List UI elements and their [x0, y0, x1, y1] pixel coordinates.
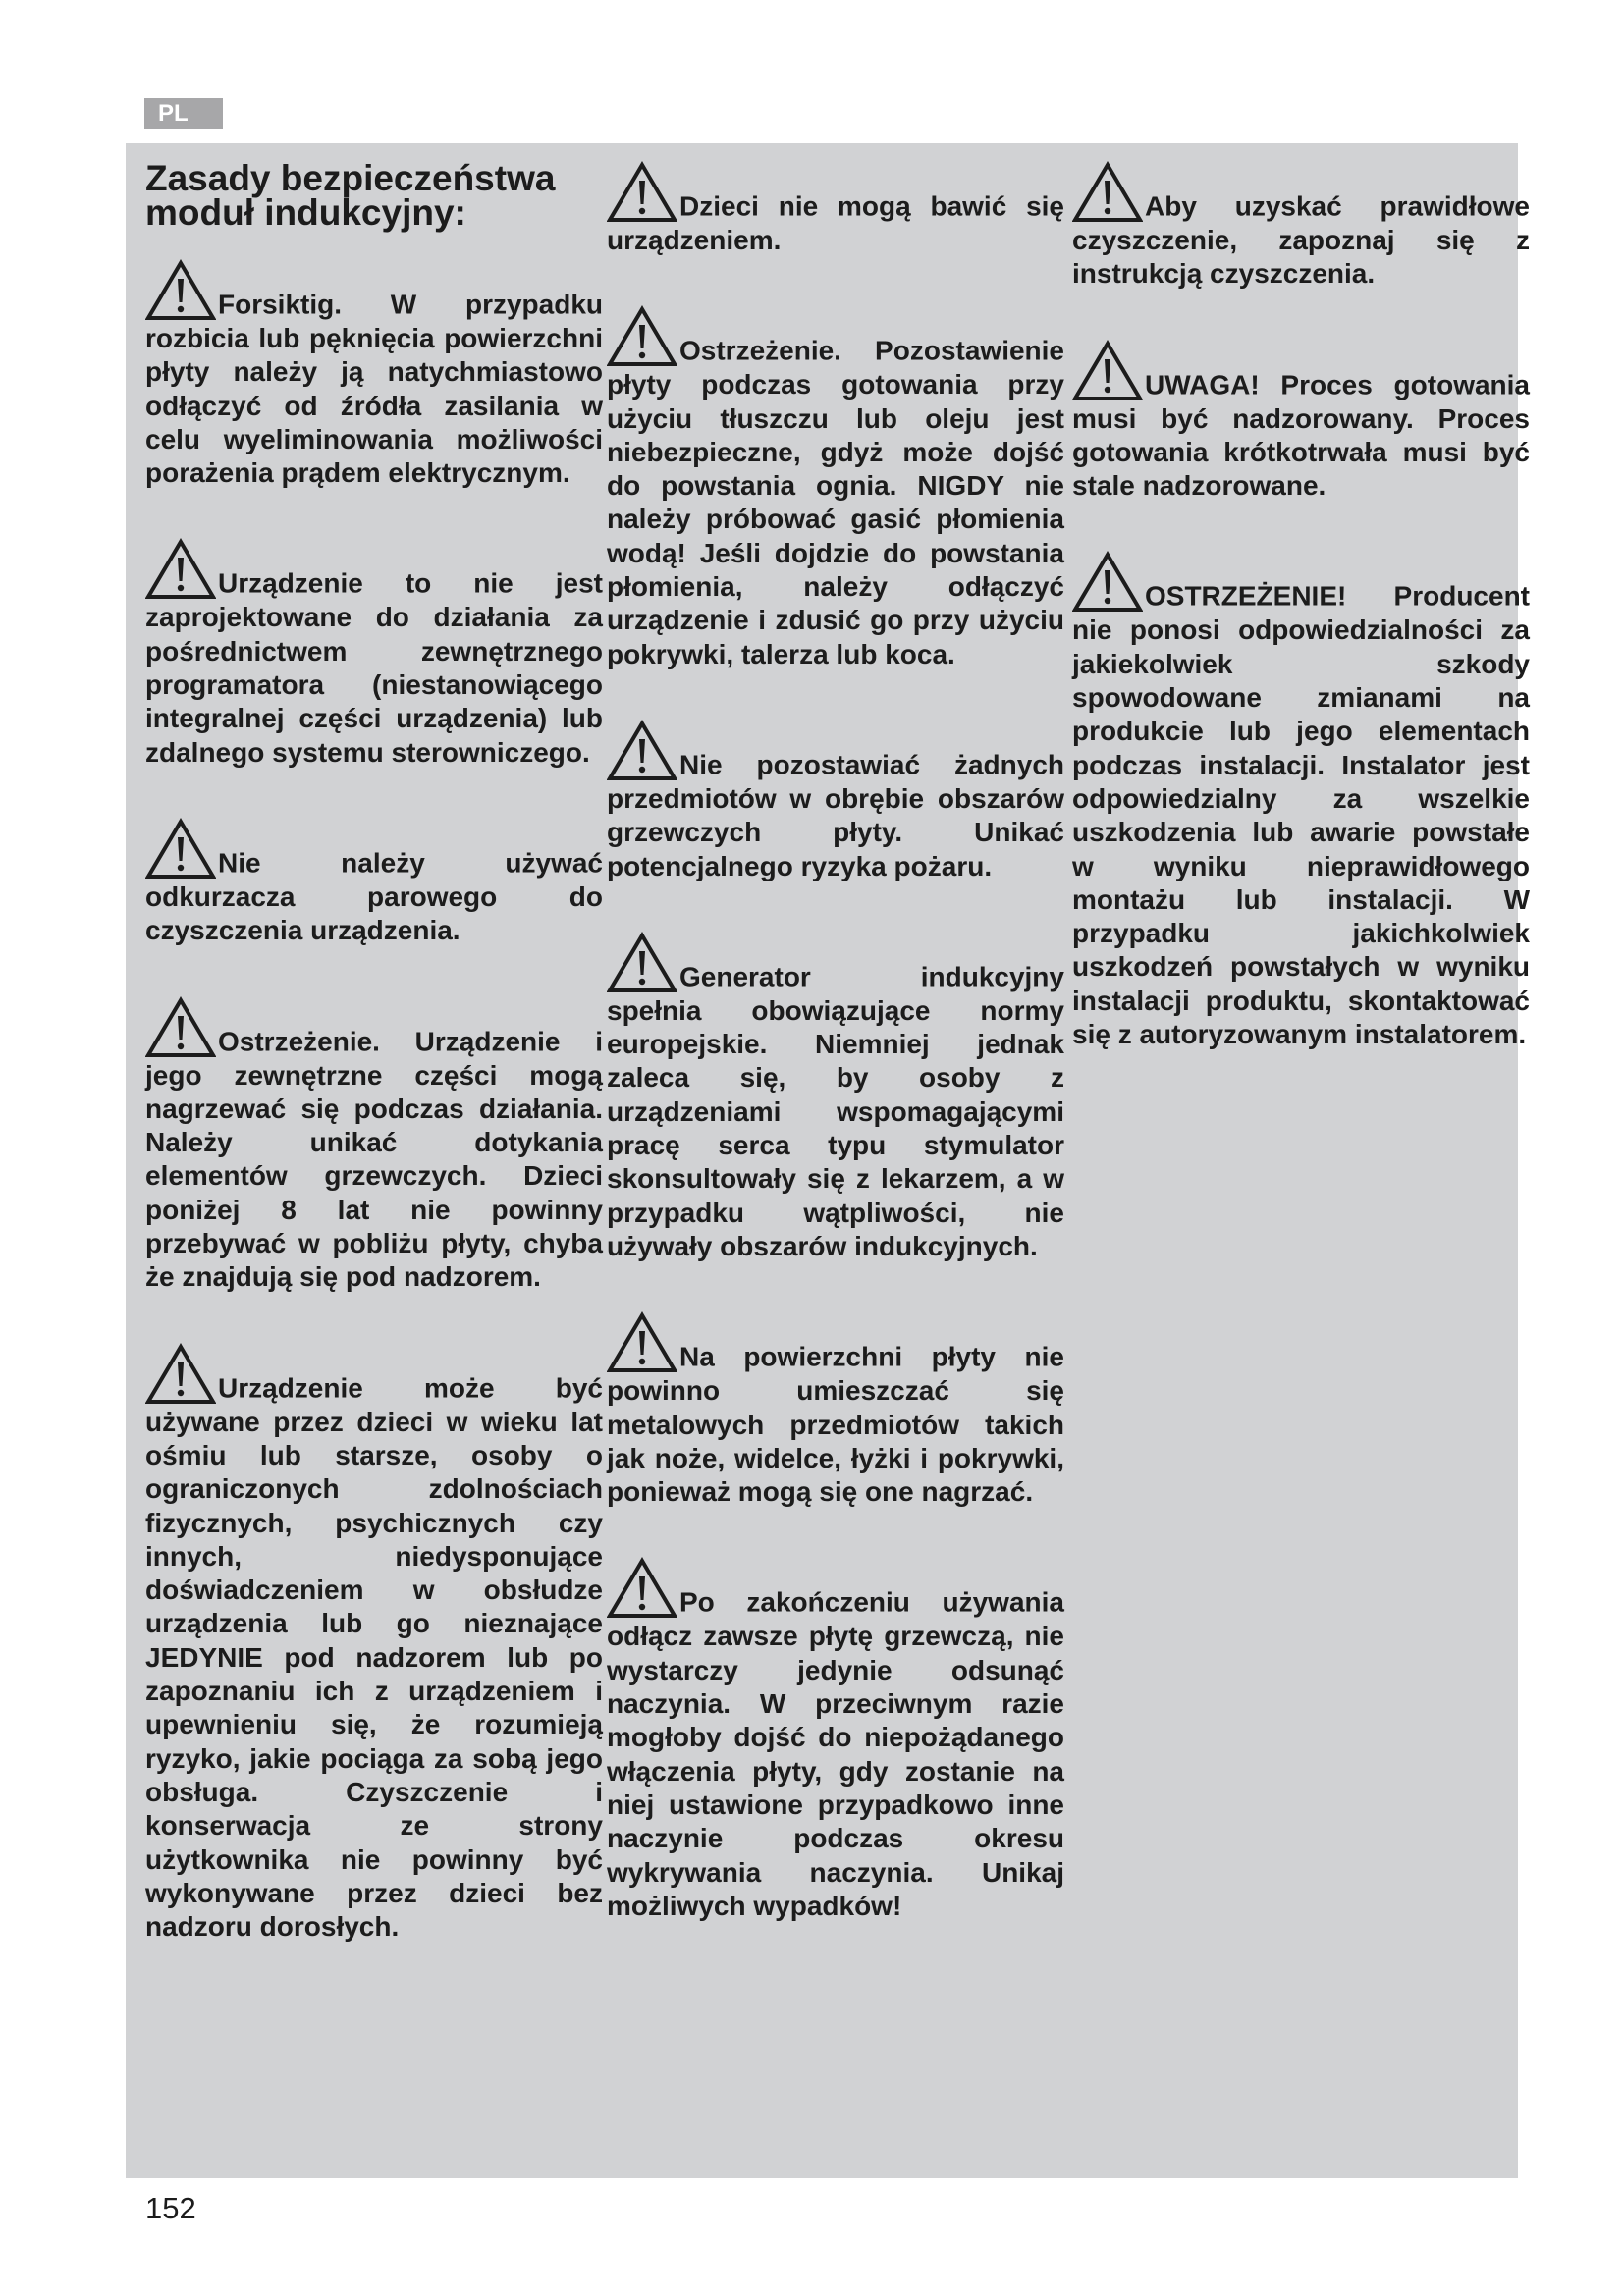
- warning-text: Urządzenie może być używane przez dzieci w wieku lat ośmiu lub starsze, osoby o ograniczonych zdolnościach fizycznych, psychicznych czy innych, niedysponujące doświadczeniem w obsłudze urządzenia lub go nieznające JEDYNIE pod nadzorem lub po zapoznaniu ich z urządzeniem i upewnieniu się, że rozumieją ryzyko, jakie pociąga za sobą jego obsługa. Czyszczenie i konserwacja ze strony użytkownika nie powinny być wykonywane przez dzieci bez nadzoru dorosłych.: [145, 1372, 603, 1943]
- warning-icon: [145, 259, 216, 322]
- warning-text: Ostrzeżenie. Urządzenie i jego zewnętrzne części mogą nagrzewać się podczas działania. Należy unikać dotykania elementów grzewczych. Dzieci poniżej 8 lat nie powinny przebywać w pobliżu płyty, chyba że znajdują się pod nadzorem.: [145, 1026, 603, 1293]
- warning-block: [145, 259, 603, 490]
- warning-icon: [145, 1343, 216, 1406]
- page-number: 152: [145, 2191, 196, 2225]
- warning-icon: [607, 932, 677, 994]
- warning-block: [607, 161, 1064, 257]
- warning-block: [607, 720, 1064, 883]
- warning-icon: [607, 305, 677, 368]
- warning-icon: [145, 996, 216, 1059]
- warning-block: [145, 538, 603, 769]
- warning-block: [145, 996, 603, 1295]
- warning-icon: [1072, 551, 1143, 614]
- warning-block: [607, 1311, 1064, 1509]
- warning-text: Na powierzchni płyty nie powinno umieszczać się metalowych przedmiotów takich jak noże, widelce, łyżki i pokrywki, ponieważ mogą się one nagrzać.: [607, 1341, 1064, 1508]
- warning-text: UWAGA! Proces gotowania musi być nadzorowany. Proces gotowania krótkotrwała musi być stale nadzorowane.: [1072, 369, 1530, 502]
- warning-block: [607, 1557, 1064, 1923]
- warning-text: Aby uzyskać prawidłowe czyszczenie, zapoznaj się z instrukcją czyszczenia.: [1072, 190, 1530, 290]
- warning-block: [607, 305, 1064, 671]
- warning-block: [145, 1343, 603, 1945]
- warning-text: Dzieci nie mogą bawić się urządzeniem.: [607, 190, 1064, 255]
- warning-icon: [607, 1311, 677, 1374]
- page-title: Zasady bezpieczeństwa moduł indukcyjny:: [145, 158, 556, 233]
- warning-icon: [1072, 161, 1143, 224]
- warning-text: Ostrzeżenie. Pozostawienie płyty podczas gotowania przy użyciu tłuszczu lub oleju jest niebezpieczne, gdyż może dojść do powstania ognia. NIGDY nie należy próbować gasić płomienia wodą! Jeśli dojdzie do powstania płomienia, należy odłączyć urządzenie i zdusić go przy użyciu pokrywki, talerza lub koca.: [607, 336, 1064, 669]
- warning-icon: [607, 1557, 677, 1620]
- warning-text: Forsiktig. W przypadku rozbicia lub pęknięcia powierzchni płyty należy ją natychmiastowo odłączyć od źródła zasilania w celu wyeliminowania możliwości porażenia prądem elektrycznym.: [145, 289, 603, 489]
- warning-icon: [607, 720, 677, 782]
- warning-text: Generator indukcyjny spełnia obowiązujące normy europejskie. Niemniej jednak zaleca się, by osoby z urządzeniami wspomagającymi pracę serca typu stymulator skonsultowały się z lekarzem, a w przypadku wątpliwości, nie używały obszarów indukcyjnych.: [607, 961, 1064, 1261]
- warning-block: [607, 932, 1064, 1263]
- column-3: [1072, 161, 1530, 1099]
- warning-icon: [607, 161, 677, 224]
- warning-text: OSTRZEŻENIE! Producent nie ponosi odpowiedzialności za jakiekolwiek szkody spowodowane zmianami na produkcie lub jego elementach podczas instalacji. Instalator jest odpowiedzialny za wszelkie uszkodzenia lub awarie powstałe w wyniku nieprawidłowego montażu lub instalacji. W przypadku jakichkolwiek uszkodzeń powstałych w wyniku instalacji produktu, skontaktować się z autoryzowanym instalatorem.: [1072, 581, 1530, 1050]
- warning-block: [145, 818, 603, 948]
- warning-block: [1072, 340, 1530, 504]
- language-tab: PL: [144, 98, 223, 129]
- warning-block: [1072, 551, 1530, 1051]
- warning-icon: [145, 818, 216, 881]
- warning-text: Nie należy używać odkurzacza parowego do czyszczenia urządzenia.: [145, 847, 603, 946]
- column-1: [145, 158, 603, 1992]
- column-2: [607, 161, 1064, 1971]
- warning-text: Urządzenie to nie jest zaprojektowane do działania za pośrednictwem zewnętrznego programatora (niestanowiącego integralnej części urządzenia) lub zdalnego systemu sterowniczego.: [145, 568, 603, 768]
- safety-panel: [126, 143, 1530, 2178]
- warning-text: Po zakończeniu używania odłącz zawsze płytę grzewczą, nie wystarczy jedynie odsunąć naczynia. W przeciwnym razie mogłoby dojść do niepożądanego włączenia płyty, gdy zostanie na niej ustawione przypadkowo inne naczynie podczas okresu wykrywania naczynia. Unikaj możliwych wypadków!: [607, 1587, 1064, 1921]
- warning-block: [1072, 161, 1530, 292]
- warning-text: Nie pozostawiać żadnych przedmiotów w obrębie obszarów grzewczych płyty. Unikać potencjalnego ryzyka pożaru.: [607, 749, 1064, 881]
- warning-icon: [1072, 340, 1143, 402]
- warning-icon: [145, 538, 216, 601]
